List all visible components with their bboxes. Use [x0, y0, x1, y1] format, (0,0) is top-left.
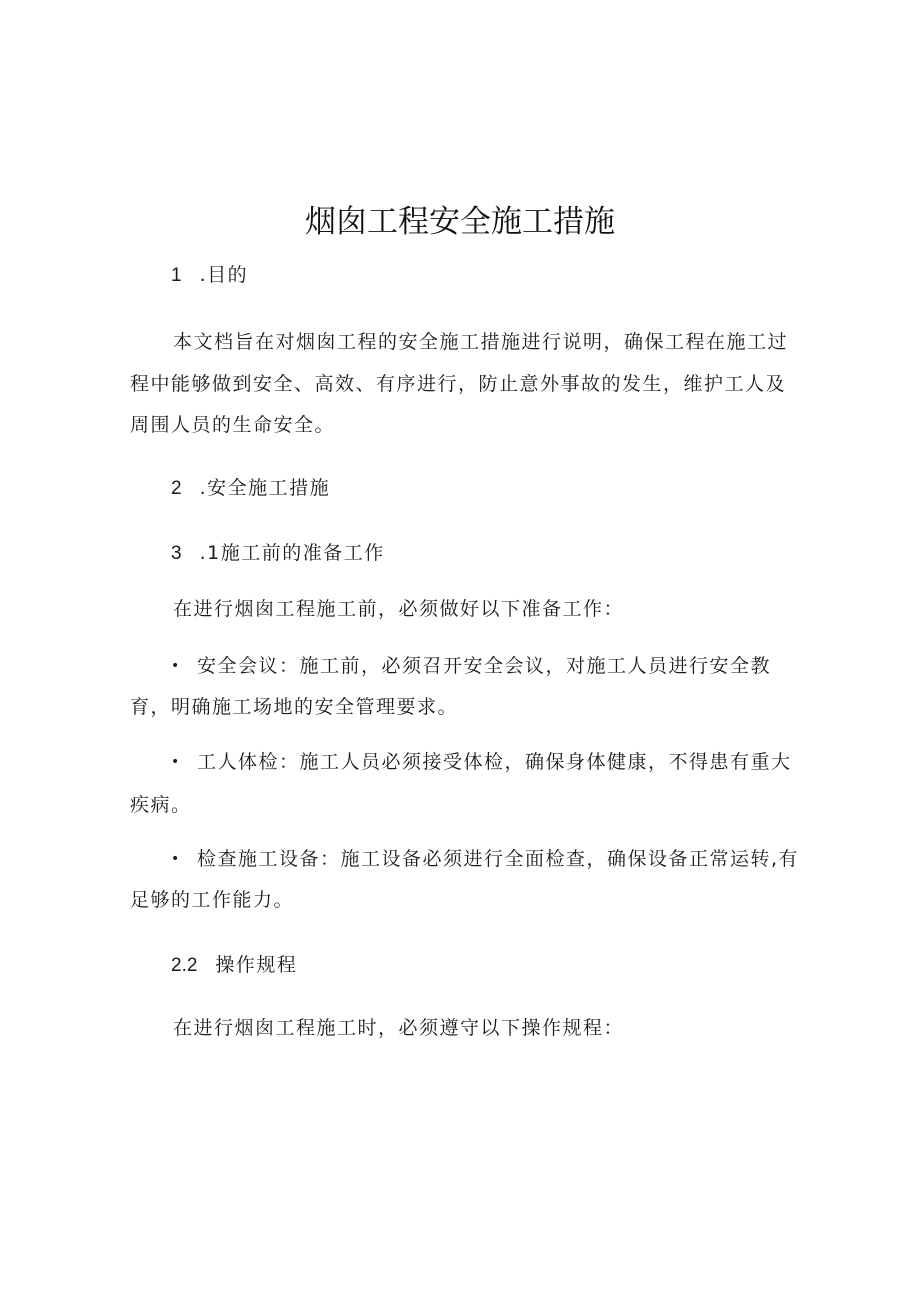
paragraph-line: 程中能够做到安全、高效、有序进行，防止意外事故的发生，维护工人及 [130, 373, 787, 395]
section-number: 1 [171, 265, 182, 286]
list-item [171, 847, 799, 873]
section-label: .安全施工措施 [199, 477, 331, 499]
paragraph-line: 周围人员的生命安全。 [130, 414, 336, 436]
list-item-continuation: 育，明确施工场地的安全管理要求。 [130, 696, 459, 718]
list-item [171, 654, 771, 680]
bullet-icon: • [171, 754, 181, 770]
list-item [171, 750, 792, 776]
section-label: .目的 [199, 264, 249, 286]
section-number: 2.2 [171, 955, 198, 976]
list-item-continuation: 足够的工作能力。 [130, 889, 295, 911]
section-number: 2 [171, 478, 182, 499]
section-intro: 在进行烟囱工程施工前，必须做好以下准备工作： [173, 598, 625, 620]
list-item-text: 工人体检：施工人员必须接受体检，确保身体健康，不得患有重大 [197, 751, 792, 773]
bullet-icon: • [171, 851, 181, 867]
section-heading-3 [171, 541, 385, 566]
paragraph-line: 本文档旨在对烟囱工程的安全施工措施进行说明，确保工程在施工过 [173, 331, 789, 353]
section-label: .1施工前的准备工作 [199, 542, 385, 564]
section-number: 3 [171, 543, 182, 564]
list-item-text: 安全会议：施工前，必须召开安全会议，对施工人员进行安全教 [197, 655, 772, 677]
section-label: 操作规程 [215, 954, 298, 976]
bullet-icon: • [171, 658, 181, 674]
section-heading-1 [171, 263, 248, 288]
document-title: 烟囱工程安全施工措施 [305, 204, 615, 240]
section-intro: 在进行烟囱工程施工时，必须遵守以下操作规程： [173, 1017, 625, 1039]
section-heading-2-2 [171, 953, 297, 978]
section-heading-2 [171, 476, 330, 501]
list-item-text: 检查施工设备：施工设备必须进行全面检查，确保设备正常运转,有 [197, 848, 800, 870]
list-item-continuation: 疾病。 [130, 794, 192, 816]
